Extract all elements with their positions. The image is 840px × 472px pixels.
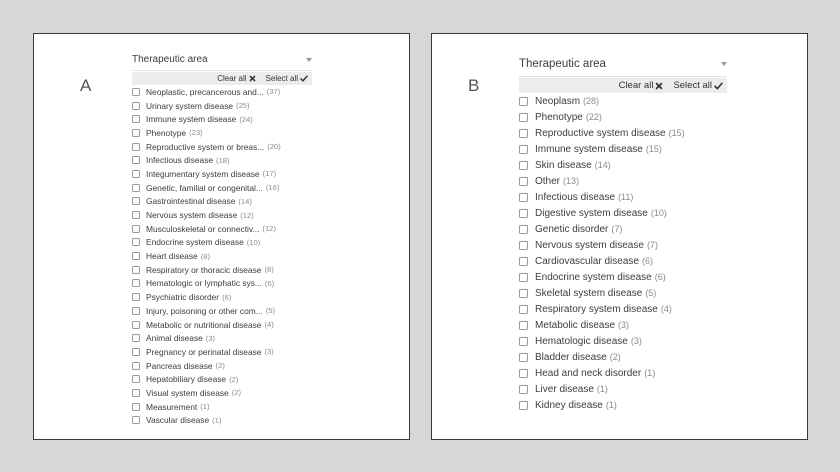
checkbox[interactable] <box>132 307 140 315</box>
checkbox-label: Metabolic or nutritional disease <box>146 319 262 330</box>
filter-header[interactable] <box>132 49 312 71</box>
select-all-label: Select all <box>673 80 712 91</box>
checkbox-item[interactable] <box>132 372 312 386</box>
checkbox[interactable] <box>132 170 140 178</box>
checkbox[interactable] <box>132 225 140 233</box>
checkbox-label: Integumentary system disease <box>146 168 260 179</box>
checkbox-list <box>519 93 727 413</box>
checkbox-item[interactable] <box>519 205 727 221</box>
checkbox[interactable] <box>132 375 140 383</box>
clear-all-button[interactable] <box>217 74 255 83</box>
checkbox-item[interactable] <box>132 181 312 195</box>
checkbox[interactable] <box>519 129 528 138</box>
panel-label: B <box>468 76 480 95</box>
checkbox-label: Psychiatric disorder <box>146 292 220 303</box>
checkbox-item[interactable] <box>519 109 727 125</box>
checkbox[interactable] <box>132 129 140 137</box>
count-badge: (1) <box>212 415 222 425</box>
checkbox[interactable] <box>519 113 528 122</box>
checkbox-item[interactable] <box>132 290 312 304</box>
count-badge: (13) <box>563 176 580 186</box>
checkbox-item[interactable] <box>132 112 312 126</box>
checkbox[interactable] <box>519 353 528 362</box>
count-badge: (15) <box>668 128 685 138</box>
checkbox-label: Immune system disease <box>535 143 643 155</box>
checkbox[interactable] <box>132 403 140 411</box>
checkbox-label: Respiratory system disease <box>535 303 658 315</box>
checkbox[interactable] <box>519 225 528 234</box>
checkbox-item[interactable] <box>132 236 312 250</box>
caret-down-icon[interactable] <box>721 62 727 66</box>
checkbox-item[interactable] <box>519 349 727 365</box>
count-badge: (18) <box>216 155 230 165</box>
count-badge: (25) <box>236 101 250 111</box>
select-all-button[interactable] <box>266 74 308 83</box>
checkbox[interactable] <box>132 115 140 123</box>
checkbox[interactable] <box>132 362 140 370</box>
clear-all-label: Clear all <box>217 74 247 83</box>
checkbox-label: Neoplasm <box>535 95 581 107</box>
checkbox-label: Vascular disease <box>146 415 210 426</box>
checkbox-label: Musculoskeletal or connectiv... <box>146 223 260 234</box>
checkbox-label: Visual system disease <box>146 387 229 398</box>
therapeutic-area-filter <box>519 52 727 413</box>
checkbox[interactable] <box>519 401 528 410</box>
count-badge: (4) <box>660 304 672 314</box>
checkbox-label: Genetic disorder <box>535 223 609 235</box>
panel-b <box>431 33 808 440</box>
count-badge: (7) <box>646 240 658 250</box>
checkbox-label: Animal disease <box>146 333 203 344</box>
checkbox-item[interactable] <box>519 221 727 237</box>
checkbox-item[interactable] <box>519 269 727 285</box>
checkbox-item[interactable] <box>519 285 727 301</box>
checkbox-list <box>132 85 312 427</box>
checkbox[interactable] <box>519 241 528 250</box>
count-badge: (15) <box>645 144 662 154</box>
checkbox-label: Genetic, familial or congenital... <box>146 182 263 193</box>
filter-title: Therapeutic area <box>132 54 208 65</box>
count-badge: (3) <box>264 347 274 357</box>
checkbox-item[interactable] <box>519 253 727 269</box>
checkbox[interactable] <box>132 279 140 287</box>
checkbox-item[interactable] <box>132 263 312 277</box>
checkbox-label: Respiratory or thoracic disease <box>146 264 262 275</box>
checkbox-label: Other <box>535 175 561 187</box>
checkbox-label: Bladder disease <box>535 351 607 363</box>
checkbox-item[interactable] <box>132 85 312 99</box>
checkbox-item[interactable] <box>132 140 312 154</box>
count-badge: (22) <box>585 112 602 122</box>
checkbox-item[interactable] <box>519 141 727 157</box>
checkbox-item[interactable] <box>519 381 727 397</box>
checkbox[interactable] <box>132 211 140 219</box>
checkbox[interactable] <box>132 184 140 192</box>
count-badge: (1) <box>596 384 608 394</box>
checkbox-item[interactable] <box>132 208 312 222</box>
checkbox-label: Skeletal system disease <box>535 287 643 299</box>
checkbox-label: Phenotype <box>146 127 187 138</box>
therapeutic-area-filter <box>132 49 312 427</box>
checkbox[interactable] <box>132 197 140 205</box>
checkbox[interactable] <box>132 266 140 274</box>
checkbox-item[interactable] <box>519 189 727 205</box>
count-badge: (4) <box>264 320 274 330</box>
checkbox[interactable] <box>519 161 528 170</box>
checkbox-label: Nervous system disease <box>146 210 238 221</box>
checkbox[interactable] <box>519 305 528 314</box>
checkbox-label: Urinary system disease <box>146 100 234 111</box>
checkbox[interactable] <box>519 273 528 282</box>
checkbox-label: Reproductive system disease <box>535 127 666 139</box>
select-all-label: Select all <box>265 74 298 83</box>
checkbox[interactable] <box>519 97 528 106</box>
checkbox-label: Heart disease <box>146 251 198 262</box>
checkbox-label: Pregnancy or perinatal disease <box>146 346 262 357</box>
count-badge: (28) <box>583 96 600 106</box>
checkbox-item[interactable] <box>132 222 312 236</box>
checkbox[interactable] <box>519 321 528 330</box>
panel-label: A <box>80 76 92 95</box>
count-badge: (2) <box>229 374 239 384</box>
count-badge: (10) <box>246 237 261 247</box>
checkbox-label: Infectious disease <box>535 191 616 203</box>
checkbox[interactable] <box>132 143 140 151</box>
count-badge: (16) <box>265 183 280 193</box>
checkbox-item[interactable] <box>132 277 312 291</box>
checkbox-item[interactable] <box>132 195 312 209</box>
checkbox[interactable] <box>132 348 140 356</box>
checkbox-item[interactable] <box>132 386 312 400</box>
checkbox-label: Kidney disease <box>535 399 603 411</box>
checkbox[interactable] <box>519 337 528 346</box>
count-badge: (2) <box>231 388 241 398</box>
filter-title: Therapeutic area <box>519 58 606 70</box>
filter-header[interactable] <box>519 52 727 77</box>
count-badge: (8) <box>264 265 274 275</box>
checkbox-item[interactable] <box>519 397 727 413</box>
checkbox[interactable] <box>132 416 140 424</box>
checkbox-label: Hematologic or lymphatic sys... <box>146 278 262 289</box>
checkbox-label: Endocrine system disease <box>146 237 244 248</box>
checkbox-label: Hematologic disease <box>535 335 628 347</box>
caret-down-icon[interactable] <box>306 58 312 62</box>
checkbox-item[interactable] <box>519 365 727 381</box>
checkbox[interactable] <box>519 193 528 202</box>
count-badge: (12) <box>240 210 254 220</box>
checkbox-item[interactable] <box>132 345 312 359</box>
checkbox-item[interactable] <box>519 301 727 317</box>
count-badge: (20) <box>267 142 281 152</box>
checkbox-label: Liver disease <box>535 383 594 395</box>
check-icon <box>714 82 723 90</box>
count-badge: (12) <box>262 224 276 234</box>
checkbox[interactable] <box>132 334 140 342</box>
count-badge: (17) <box>262 169 277 179</box>
checkbox-item[interactable] <box>132 359 312 373</box>
checkbox[interactable] <box>132 389 140 397</box>
checkbox-item[interactable] <box>132 126 312 140</box>
count-badge: (24) <box>239 114 253 124</box>
count-badge: (6) <box>264 278 275 288</box>
checkbox-label: Pancreas disease <box>146 360 213 371</box>
count-badge: (7) <box>611 224 623 234</box>
close-icon <box>249 75 256 82</box>
count-badge: (3) <box>618 320 630 330</box>
checkbox-label: Reproductive system or breas... <box>146 141 265 152</box>
checkbox[interactable] <box>519 257 528 266</box>
checkbox[interactable] <box>519 209 528 218</box>
count-badge: (8) <box>200 251 210 261</box>
checkbox[interactable] <box>132 321 140 329</box>
checkbox-label: Skin disease <box>535 159 592 171</box>
checkbox[interactable] <box>132 252 140 260</box>
count-badge: (14) <box>238 196 252 206</box>
checkbox-label: Cardiovascular disease <box>535 255 639 267</box>
checkbox-item[interactable] <box>519 93 727 109</box>
checkbox-label: Infectious disease <box>146 155 214 166</box>
checkbox-item[interactable] <box>519 333 727 349</box>
checkbox-item[interactable] <box>519 237 727 253</box>
checkbox-item[interactable] <box>132 414 312 428</box>
checkbox[interactable] <box>132 156 140 164</box>
check-icon <box>300 75 308 82</box>
checkbox-item[interactable] <box>132 304 312 318</box>
count-badge: (1) <box>200 402 210 412</box>
checkbox[interactable] <box>519 385 528 394</box>
close-icon <box>655 82 663 90</box>
checkbox-item[interactable] <box>132 331 312 345</box>
checkbox[interactable] <box>132 102 140 110</box>
count-badge: (1) <box>644 368 656 378</box>
count-badge: (23) <box>189 128 203 138</box>
checkbox-label: Digestive system disease <box>535 207 648 219</box>
checkbox[interactable] <box>519 145 528 154</box>
count-badge: (1) <box>605 400 617 410</box>
checkbox[interactable] <box>132 238 140 246</box>
count-badge: (5) <box>265 306 275 316</box>
count-badge: (2) <box>215 361 225 371</box>
checkbox[interactable] <box>132 88 140 96</box>
checkbox-label: Endocrine system disease <box>535 271 652 283</box>
checkbox[interactable] <box>519 289 528 298</box>
clear-all-label: Clear all <box>618 80 654 91</box>
checkbox-item[interactable] <box>132 400 312 414</box>
count-badge: (2) <box>609 352 621 362</box>
count-badge: (6) <box>222 292 232 302</box>
checkbox-item[interactable] <box>132 99 312 113</box>
checkbox-label: Head and neck disorder <box>535 367 642 379</box>
checkbox[interactable] <box>519 369 528 378</box>
checkbox-label: Nervous system disease <box>535 239 644 251</box>
count-badge: (37) <box>266 87 281 97</box>
checkbox-label: Immune system disease <box>146 114 237 125</box>
checkbox-label: Hepatobiliary disease <box>146 374 227 385</box>
count-badge: (6) <box>654 272 666 282</box>
checkbox-label: Injury, poisoning or other com... <box>146 305 263 316</box>
panel-a <box>33 33 410 440</box>
count-badge: (14) <box>594 160 611 170</box>
checkbox-label: Phenotype <box>535 111 583 123</box>
checkbox[interactable] <box>519 177 528 186</box>
checkbox-label: Neoplastic, precancerous and... <box>146 86 264 97</box>
count-badge: (11) <box>618 192 634 202</box>
checkbox-item[interactable] <box>519 173 727 189</box>
count-badge: (3) <box>205 333 216 343</box>
checkbox-item[interactable] <box>519 125 727 141</box>
count-badge: (3) <box>630 336 642 346</box>
checkbox-label: Gastrointestinal disease <box>146 196 236 207</box>
checkbox-label: Metabolic disease <box>535 319 616 331</box>
clear-all-button[interactable] <box>619 80 664 91</box>
checkbox[interactable] <box>132 293 140 301</box>
select-all-button[interactable] <box>673 80 723 91</box>
checkbox-item[interactable] <box>132 167 312 181</box>
filter-actions <box>519 78 727 93</box>
checkbox-item[interactable] <box>519 157 727 173</box>
checkbox-label: Measurement <box>146 401 198 412</box>
count-badge: (10) <box>650 208 667 218</box>
checkbox-item[interactable] <box>132 318 312 332</box>
checkbox-item[interactable] <box>132 153 312 167</box>
count-badge: (6) <box>641 256 653 266</box>
count-badge: (5) <box>645 288 657 298</box>
filter-actions <box>132 72 312 85</box>
checkbox-item[interactable] <box>519 317 727 333</box>
checkbox-item[interactable] <box>132 249 312 263</box>
